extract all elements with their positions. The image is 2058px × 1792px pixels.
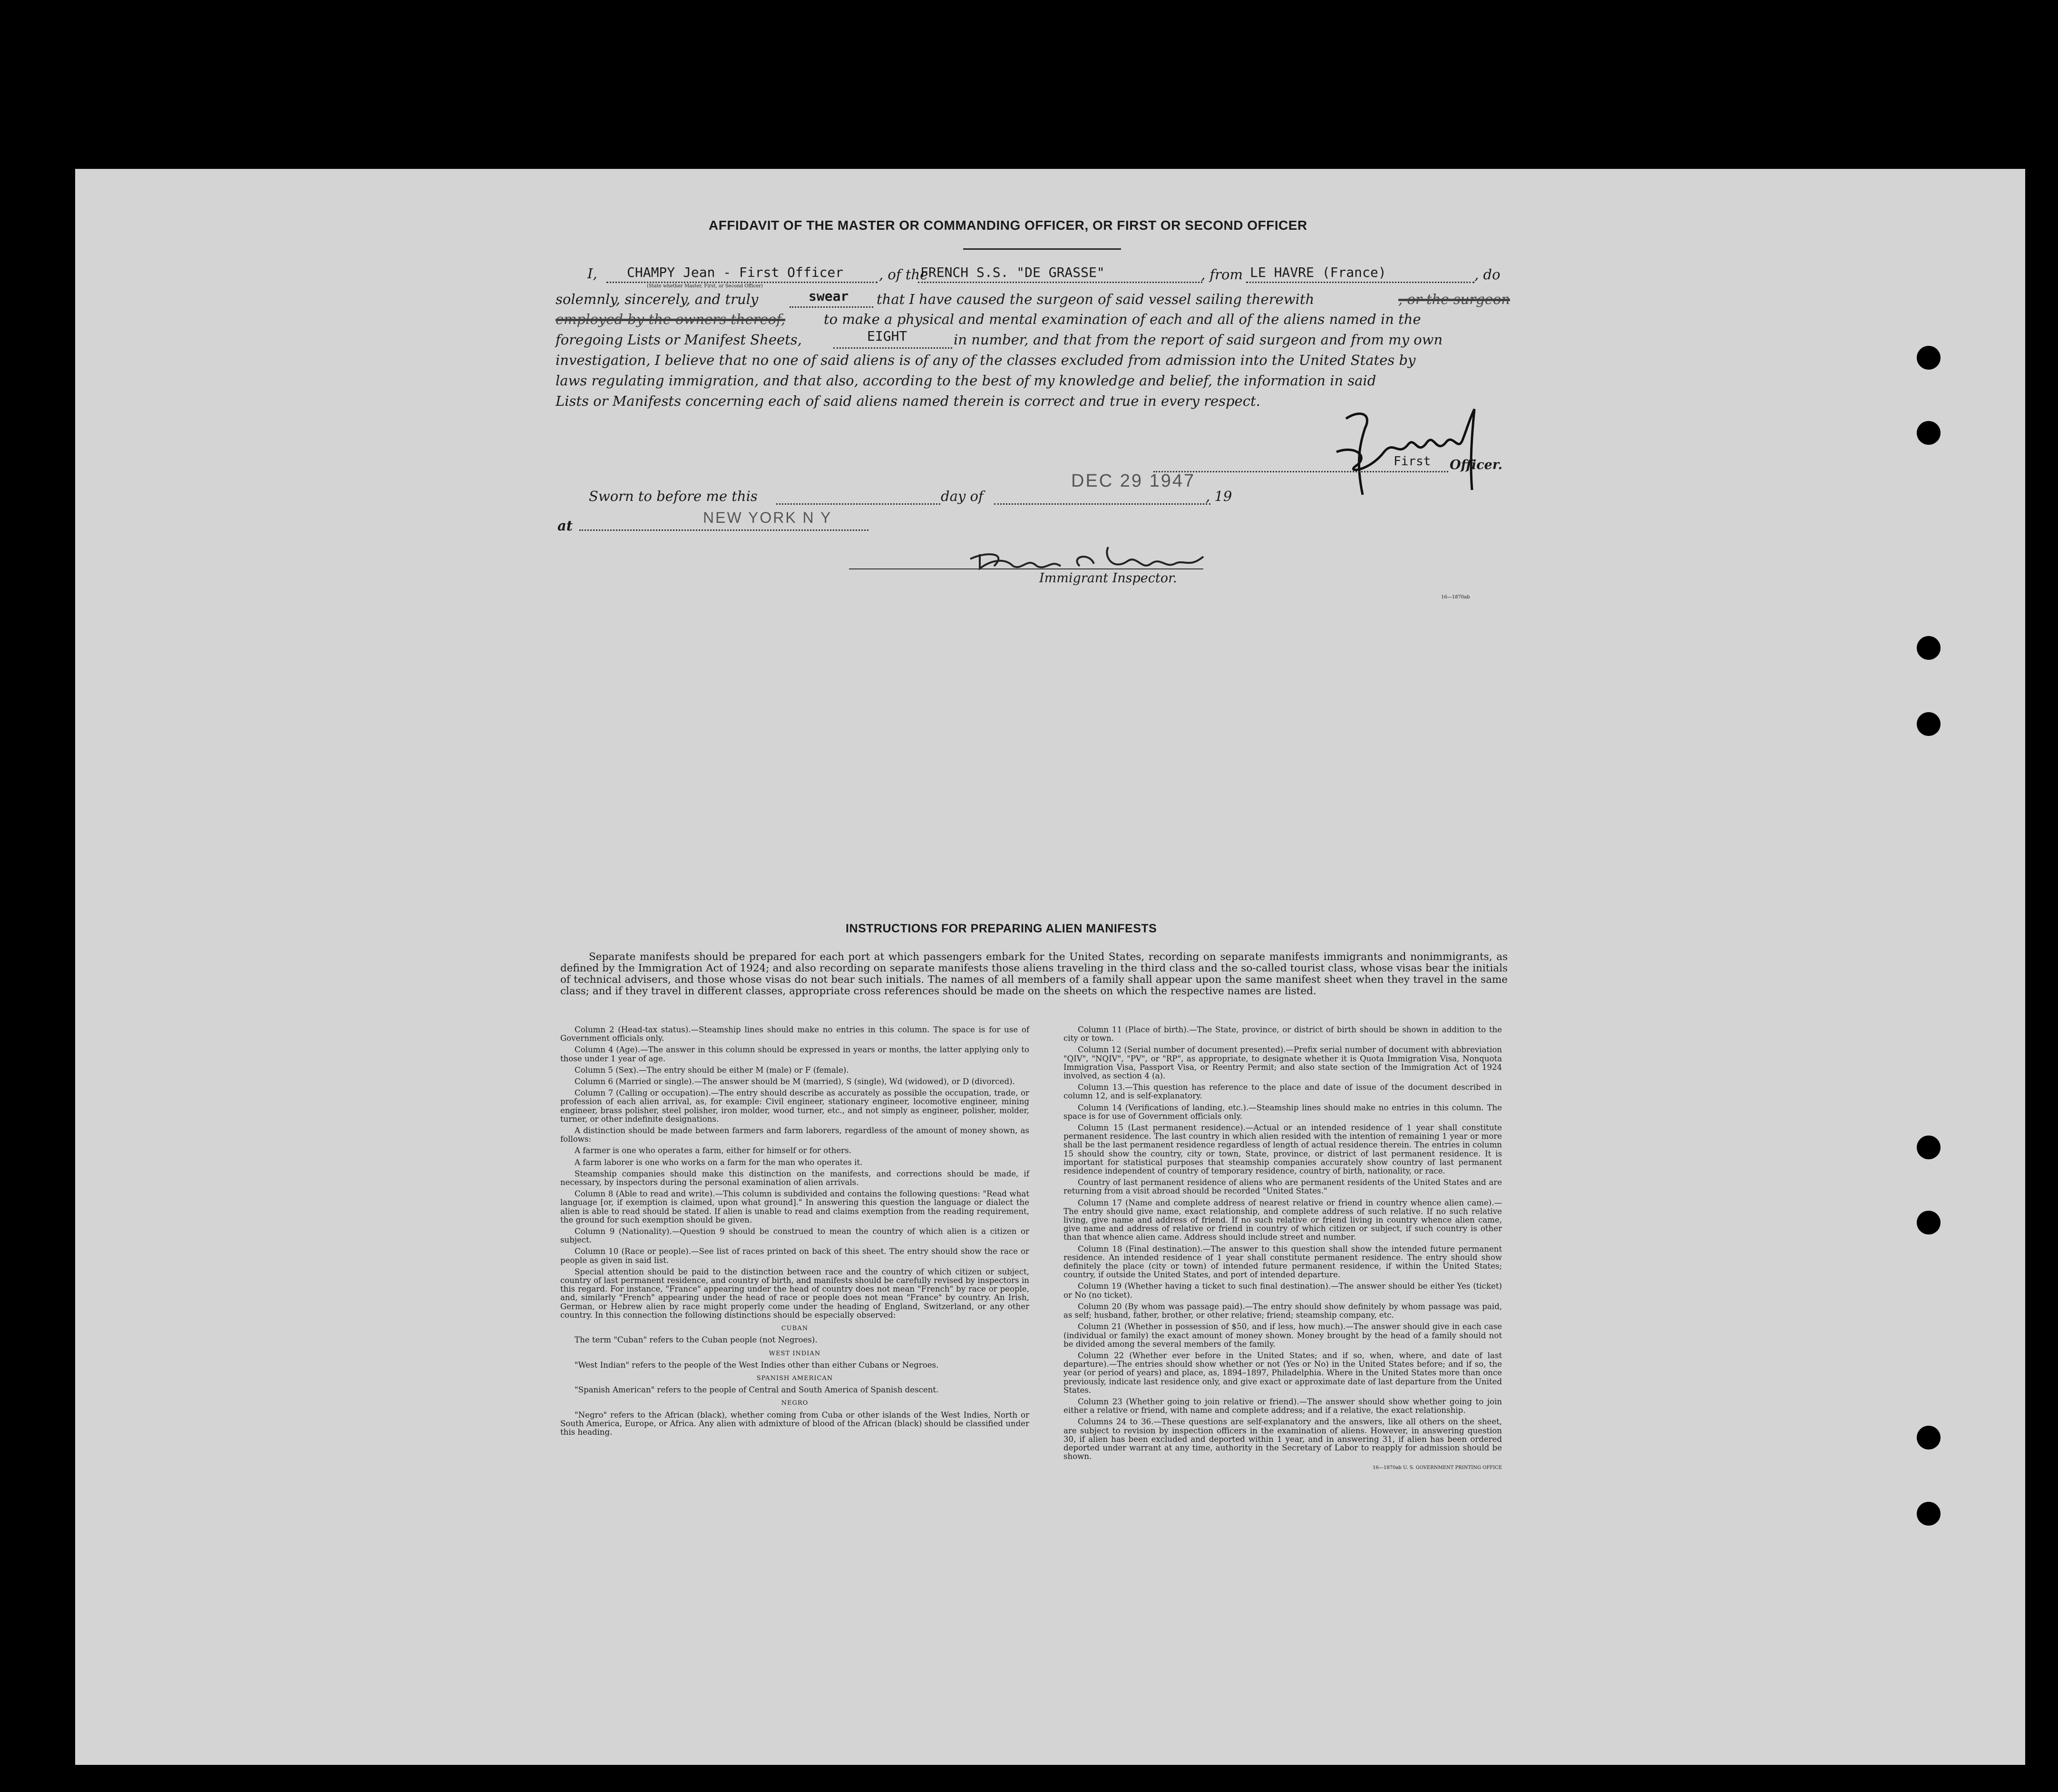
negro-definition: "Negro" refers to the African (black), whether coming from Cuba or other islands of the West Indies, North or South America, Europe, or Africa. Any alien with admixture of blood of the African (black) should be classified under this heading. <box>560 1410 1029 1437</box>
cuban-definition: The term "Cuban" refers to the Cuban people (not Negroes). <box>575 1335 818 1345</box>
affidavit-line-1 <box>587 265 597 282</box>
text: solemnly, sincerely, and truly <box>556 291 759 307</box>
officer-name-field: CHAMPY Jean - First Officer <box>627 264 844 280</box>
column-19-note: Column 19 (Whether having a ticket to such final destination).—The answer should be either Yes (ticket) or No (no ticket). <box>1063 1282 1502 1300</box>
instructions-intro: Separate manifests should be prepared for each port at which passengers embark for the United States, recording on separate manifests immigrants and nonimmigrants, as defined by the Immigration Act of 1924; and also recording on separate manifests those aliens traveling in the third class and the so-called tourist class, whose visas bear the initials of technical advisers, and those whose visas do not bear such initials. The names of all members of a family shall appear upon the same manifest sheet when they travel in the same class; and if they travel in different classes, appropriate cross references should be made on the sheets on which the respective names are listed. <box>560 951 1508 997</box>
column-22-note: Column 22 (Whether ever before in the United States; and if so, when, where, and date of last departure).—The entries should show whether or not (Yes or No) in the United States before; and if so, the year (or period of years) and place, as, 1894–1897, Philadelphia. Where in the United States more than once previously, indicate last residence only, and give exact or approximate date of last departure from the United States. <box>1063 1351 1502 1395</box>
text: foregoing Lists or Manifest Sheets, <box>556 332 802 348</box>
date-stamp: DEC 29 1947 <box>1071 471 1196 491</box>
column-6-note: Column 6 (Married or single).—The answer should be M (married), S (single), Wd (widowed), or D (divorced). <box>575 1077 1015 1087</box>
column-5-note: Column 5 (Sex).—The entry should be either M (male) or F (female). <box>575 1065 849 1075</box>
text: in number, and that from the report of said surgeon and from my own <box>954 332 1443 348</box>
year-label: , 19 <box>1206 488 1232 504</box>
west-indian-heading: WEST INDIAN <box>769 1350 821 1357</box>
text: , of the <box>879 266 928 283</box>
column-2-note: Column 2 (Head-tax status).—Steamship lines should make no entries in this column. The space is for use of Government officials only. <box>560 1025 1029 1043</box>
column-15-note: Column 15 (Last permanent residence).—Actual or an intended residence of 1 year shall constitute permanent residence. The last country in which alien resided with the intention of remaining 1 year or more shall be the last permanent residence regardless of length of actual residence therein. The entries in column 15 should show the country, city or town, State, province, or district of last permanent residence. It is important for statistical purposes that steamship companies accurately show country of last permanent residence independent of country of temporary residence, country of birth, nationality, or race. <box>1063 1123 1502 1176</box>
instructions-left-column <box>560 1026 1029 1439</box>
columns-24-36-note: Columns 24 to 36.—These questions are self-explanatory and the answers, like all others on the sheet, are subject to revision by inspection officers in the examination of aliens. However, in answering question 30, if alien has been excluded and deported within 1 year, and in answering 31, if alien has been ordered deported under warrant at any time, authority in the Secretary of Labor to reapply for admission should be shown. <box>1063 1417 1502 1461</box>
blank-underline <box>776 503 940 505</box>
negro-heading: NEGRO <box>781 1400 809 1407</box>
blank-underline <box>606 282 878 283</box>
officer-label: Officer. <box>1450 458 1502 472</box>
column-4-note: Column 4 (Age).—The answer in this column should be expressed in years or months, the latter applying only to those under 1 year of age. <box>560 1045 1029 1063</box>
column-12-note: Column 12 (Serial number of document presented).—Prefix serial number of document with abbreviation "QIV", "NQIV", "PV", or "RP", as appropriate, to designate whether it is Quota Immigration Visa, Nonquota Immigration Visa, Passport Visa, or Reentry Permit; and also state section of the Immigration Act of 1924 involved, as section 4 (a). <box>1063 1045 1502 1081</box>
column-14-note: Column 14 (Verifications of landing, etc.).—Steamship lines should make no entries in this column. The space is for use of Government officials only. <box>1063 1103 1502 1121</box>
column-20-note: Column 20 (By whom was passage paid).—The entry should show definitely by whom passage was paid, as self; husband, father, brother, or other relative; friend; steamship company, etc. <box>1063 1302 1502 1320</box>
column-7-note: Column 7 (Calling or occupation).—The entry should describe as accurately as possible the occupation, trade, or profession of each alien arrival, as, for example: Civil engineer, stationary engineer, locomotive engineer, mining engineer, brass polisher, steel polisher, iron molder, wood turner, etc., and not simply as engineer, polisher, molder, turner, or other indefinite designations. <box>560 1088 1029 1124</box>
sheet-count-field: EIGHT <box>867 328 907 344</box>
oath-field: swear <box>809 288 849 304</box>
blank-underline <box>790 306 873 308</box>
blank-underline <box>833 347 952 349</box>
text: to make a physical and mental examination of each and all of the aliens named in the <box>824 311 1421 327</box>
binder-hole <box>1917 1136 1941 1159</box>
text: Lists or Manifests concerning each of said aliens named therein is correct and true in every respect. <box>556 393 1260 409</box>
spanish-american-heading: SPANISH AMERICAN <box>756 1374 833 1382</box>
form-number: 16—1870ab <box>1441 595 1470 600</box>
column-11-note: Column 11 (Place of birth).—The State, province, or district of birth should be shown in addition to the city or town. <box>1063 1025 1502 1043</box>
west-indian-definition: "West Indian" refers to the people of the West Indies other than either Cubans or Negroes. <box>575 1360 939 1370</box>
blank-underline <box>579 529 868 531</box>
struck-text: employed by the owners thereof, <box>556 311 786 327</box>
port-field: LE HAVRE (France) <box>1250 264 1386 280</box>
binder-hole <box>1917 636 1941 660</box>
column-10-note: Column 10 (Race or people).—See list of races printed on back of this sheet. The entry should show the race or people as given in said list. <box>560 1247 1029 1265</box>
binder-hole <box>1917 346 1941 370</box>
binder-hole <box>1917 1211 1941 1234</box>
instructions-right-column <box>1063 1026 1502 1476</box>
vessel-field: FRENCH S.S. "DE GRASSE" <box>920 264 1105 280</box>
column-17-note: Column 17 (Name and complete address of nearest relative or friend in country whence alien came).—The entry should give name, exact relationship, and complete address of such relative. If no such relative living, give name and address of friend. If no such relative or friend living in country whence alien came, give name and address of relative or friend in country of which citizen or subject, if such country is other than that whence alien came. Address should include street and number. <box>1063 1198 1502 1242</box>
instructions-title: INSTRUCTIONS FOR PREPARING ALIEN MANIFESTS <box>846 922 1157 935</box>
sworn-label: Sworn to before me this <box>589 488 758 504</box>
column-9-note: Column 9 (Nationality).—Question 9 should be construed to mean the country of which alien is a citizen or subject. <box>560 1227 1029 1245</box>
place-stamp: NEW YORK N Y <box>703 509 832 526</box>
signature-line <box>1153 471 1448 472</box>
rank-hint: (State whether Master, First, or Second Officer) <box>647 284 763 289</box>
at-label: at <box>557 518 573 534</box>
spanish-american-definition: "Spanish American" refers to the people of Central and South America of Spanish descent. <box>575 1385 939 1395</box>
text: laws regulating immigration, and that also, according to the best of my knowledge and belief, the information in said <box>556 372 1376 389</box>
struck-text: , or the surgeon <box>1398 291 1510 307</box>
column-13-note: Column 13.—This question has reference to the place and date of issue of the document described in column 12, and is self-explanatory. <box>1063 1083 1502 1101</box>
column-8-note: Column 8 (Able to read and write).—This column is subdivided and contains the following questions: "Read what language [or, if exemption is claimed, upon what ground]." In answering this question the language or dialect the alien is able to read should be stated. If alien is unable to read and claims exemption from the reading requirement, the ground for such exemption should be given. <box>560 1189 1029 1224</box>
column-18-note: Column 18 (Final destination).—The answer to this question shall show the intended future permanent residence. An intended residence of 1 year shall constitute permanent residence. The entry should show definitely the place (city or town) of intended future permanent residence, if within the United States; country, if outside the United States, and port of intended departure. <box>1063 1244 1502 1280</box>
blank-underline <box>918 282 1202 283</box>
text: investigation, I believe that no one of said aliens is of any of the classes excluded from admission into the United States by <box>556 352 1416 368</box>
text: I, <box>587 265 597 282</box>
affidavit-title: AFFIDAVIT OF THE MASTER OR COMMANDING OFFICER, OR FIRST OR SECOND OFFICER <box>709 218 1307 233</box>
title-rule <box>963 248 1121 250</box>
inspector-signature-line <box>849 568 1203 569</box>
farmer-definition: A farmer is one who operates a farm, either for himself or for others. <box>575 1146 852 1155</box>
blank-underline <box>1246 282 1474 283</box>
steamship-note: Steamship companies should make this distinction on the manifests, and corrections should be made, if necessary, by inspectors during the personal examination of alien arrivals. <box>560 1169 1029 1187</box>
column-21-note: Column 21 (Whether in possession of $50, and if less, how much).—The answer should give in each case (individual or family) the exact amount of money shown. Money brought by the head of a family should not be divided among the several members of the family. <box>1063 1322 1502 1349</box>
day-of-label: day of <box>941 488 984 504</box>
officer-rank-typed: First <box>1394 454 1431 469</box>
binder-hole <box>1917 421 1941 445</box>
printing-office-footer: 16—1870ab U. S. GOVERNMENT PRINTING OFFICE <box>1373 1465 1502 1471</box>
column-15-us-note: Country of last permanent residence of aliens who are permanent residents of the United States and are returning from a visit abroad should be recorded "United States." <box>1063 1178 1502 1196</box>
farmer-distinction: A distinction should be made between farmers and farm laborers, regardless of the amount of money shown, as follows: <box>560 1126 1029 1144</box>
officer-signature <box>1327 400 1489 499</box>
text: , from <box>1201 266 1243 283</box>
binder-hole <box>1917 1502 1941 1526</box>
farm-laborer-definition: A farm laborer is one who works on a farm for the man who operates it. <box>575 1157 863 1167</box>
column-23-note: Column 23 (Whether going to join relative or friend).—The answer should show whether going to join either a relative or friend, with name and complete address; and if a relative, the exact relationship. <box>1063 1397 1502 1415</box>
cuban-heading: CUBAN <box>781 1325 809 1332</box>
blank-underline <box>994 503 1210 505</box>
binder-hole <box>1917 712 1941 736</box>
binder-hole <box>1917 1426 1941 1449</box>
inspector-label: Immigrant Inspector. <box>1039 571 1177 586</box>
text: that I have caused the surgeon of said vessel sailing therewith <box>877 291 1315 307</box>
race-distinction-note: Special attention should be paid to the distinction between race and the country of which citizen or subject, country of last permanent residence, and country of birth, and manifests should be carefully revised by inspectors in this regard. For instance, "France" appearing under the head of country does not mean "French" by race or people, and, similarly "French" appearing under the head of race or people does not mean "France" by country. An Irish, German, or Hebrew alien by race might properly come under the heading of England, Switzerland, or any other country. In this connection the following distinctions should be especially observed: <box>560 1267 1029 1320</box>
text: , do <box>1474 266 1501 283</box>
